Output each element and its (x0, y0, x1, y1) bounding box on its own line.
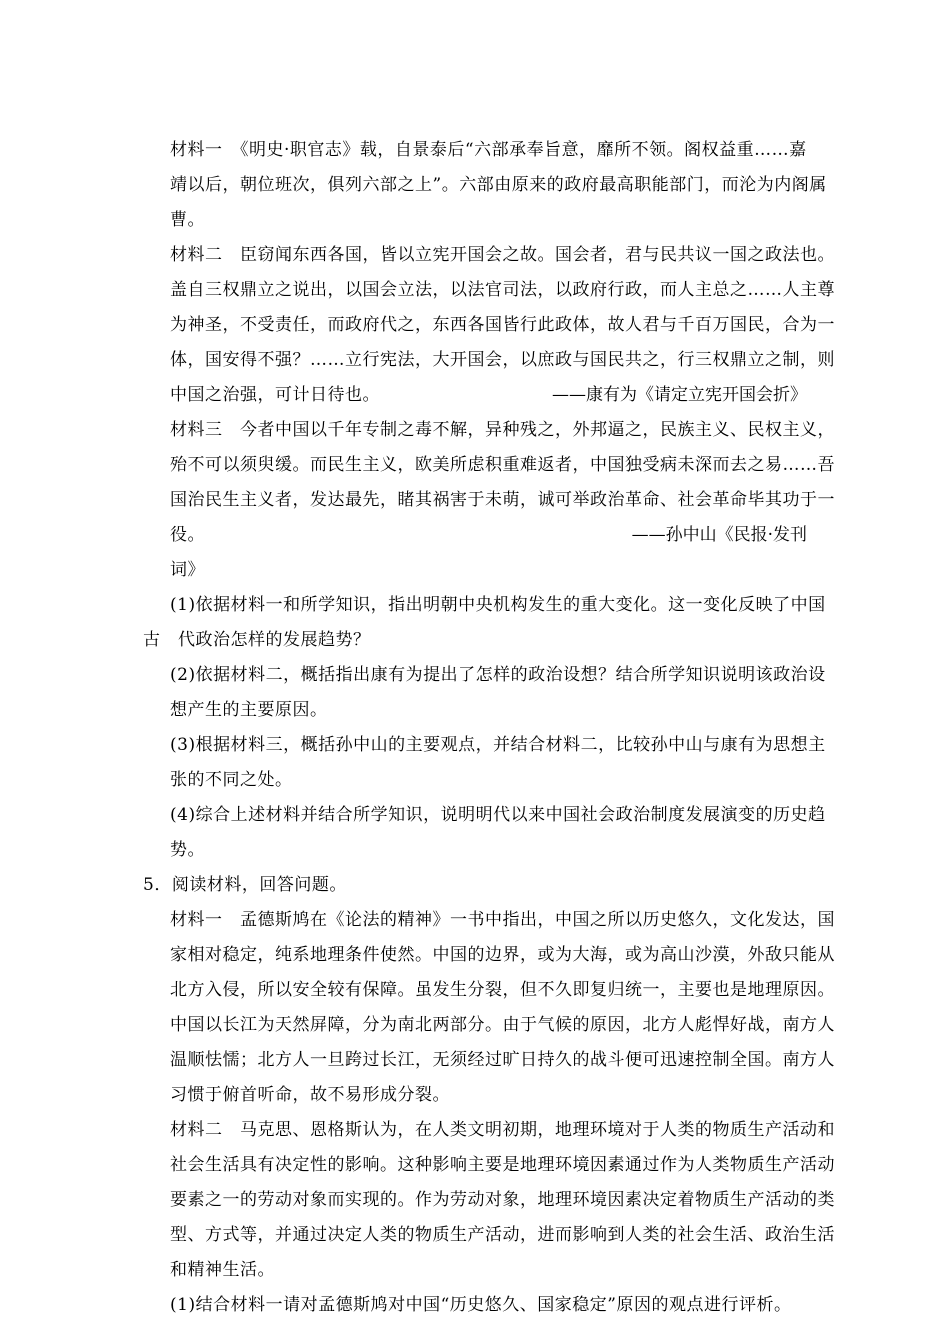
text-line: (1)依据材料一和所学知识，指出明朝中央机构发生的重大变化。这一变化反映了中国 (170, 595, 826, 615)
text-line: 古 代政治怎样的发展趋势？ (143, 630, 371, 650)
text-line: 殆不可以须臾缓。而民生主义，欧美所虑积重难返者，中国独受病未深而去之易……吾 (170, 455, 835, 475)
text-line: 型、方式等，并通过决定人类的物质生产活动，进而影响到人类的社会生活、政治生活 (170, 1225, 835, 1245)
text-line: 材料三 今者中国以千年专制之毒不解，异种残之，外邦逼之，民族主义、民权主义， (170, 420, 835, 440)
text-line: 家相对稳定，纯系地理条件使然。中国的边界，或为大海，或为高山沙漠，外敌只能从 (170, 945, 835, 965)
source-citation: ——孙中山《民报·发刊 (631, 525, 807, 545)
text-line: 役。 (170, 525, 205, 545)
text-line: (1)结合材料一请对孟德斯鸠对中国“历史悠久、国家稳定”原因的观点进行评析。 (170, 1295, 792, 1315)
text-line: (4)综合上述材料并结合所学知识，说明明代以来中国社会政治制度发展演变的历史趋 (170, 805, 826, 825)
text-line: 要素之一的劳动对象而实现的。作为劳动对象，地理环境因素决定着物质生产活动的类 (170, 1190, 835, 1210)
source-citation: ——康有为《请定立宪开国会折》 (552, 385, 807, 405)
text-line: 北方入侵，所以安全较有保障。虽发生分裂，但不久即复归统一，主要也是地理原因。 (170, 980, 835, 1000)
text-line: 张的不同之处。 (170, 770, 293, 790)
text-line: 5．阅读材料，回答问题。 (143, 875, 347, 895)
text-line: (3)根据材料三，概括孙中山的主要观点，并结合材料二，比较孙中山与康有为思想主 (170, 735, 826, 755)
text-line: 国治民生主义者，发达最先，睹其祸害于未萌，诚可举政治革命、社会革命毕其功于一 (170, 490, 835, 510)
text-line: 材料一 孟德斯鸠在《论法的精神》一书中指出，中国之所以历史悠久，文化发达，国 (170, 910, 835, 930)
text-line: 靖以后，朝位班次，俱列六部之上”。六部由原来的政府最高职能部门，而沦为内阁属 (170, 175, 827, 195)
text-line: 体，国安得不强？……立行宪法，大开国会，以庶政与国民共之，行三权鼎立之制，则 (170, 350, 835, 370)
text-line: (2)依据材料二，概括指出康有为提出了怎样的政治设想？结合所学知识说明该政治设 (170, 665, 826, 685)
text-line: 材料二 臣窃闻东西各国，皆以立宪开国会之故。国会者，君与民共议一国之政法也。 (170, 245, 835, 265)
text-line: 势。 (170, 840, 205, 860)
text-line: 和精神生活。 (170, 1260, 275, 1280)
text-line: 词》 (170, 560, 205, 580)
text-line: 材料二 马克思、恩格斯认为，在人类文明初期，地理环境对于人类的物质生产活动和 (170, 1120, 835, 1140)
text-line: 中国之治强，可计日待也。 (170, 385, 380, 405)
text-line: 曹。 (170, 210, 205, 230)
text-line: 温顺怯懦；北方人一旦跨过长江，无须经过旷日持久的战斗便可迅速控制全国。南方人 (170, 1050, 835, 1070)
text-line: 材料一 《明史·职官志》载，自景泰后“六部承奉旨意，靡所不领。阁权益重……嘉 (170, 140, 807, 160)
text-line: 中国以长江为天然屏障，分为南北两部分。由于气候的原因，北方人彪悍好战，南方人 (170, 1015, 835, 1035)
text-line: 盖自三权鼎立之说出，以国会立法，以法官司法，以政府行政，而人主总之……人主尊 (170, 280, 835, 300)
text-line: 社会生活具有决定性的影响。这种影响主要是地理环境因素通过作为人类物质生产活动 (170, 1155, 835, 1175)
text-line: 习惯于俯首听命，故不易形成分裂。 (170, 1085, 450, 1105)
text-line: 想产生的主要原因。 (170, 700, 328, 720)
text-line: 为神圣，不受责任，而政府代之，东西各国皆行此政体，故人君与千百万国民，合为一 (170, 315, 835, 335)
